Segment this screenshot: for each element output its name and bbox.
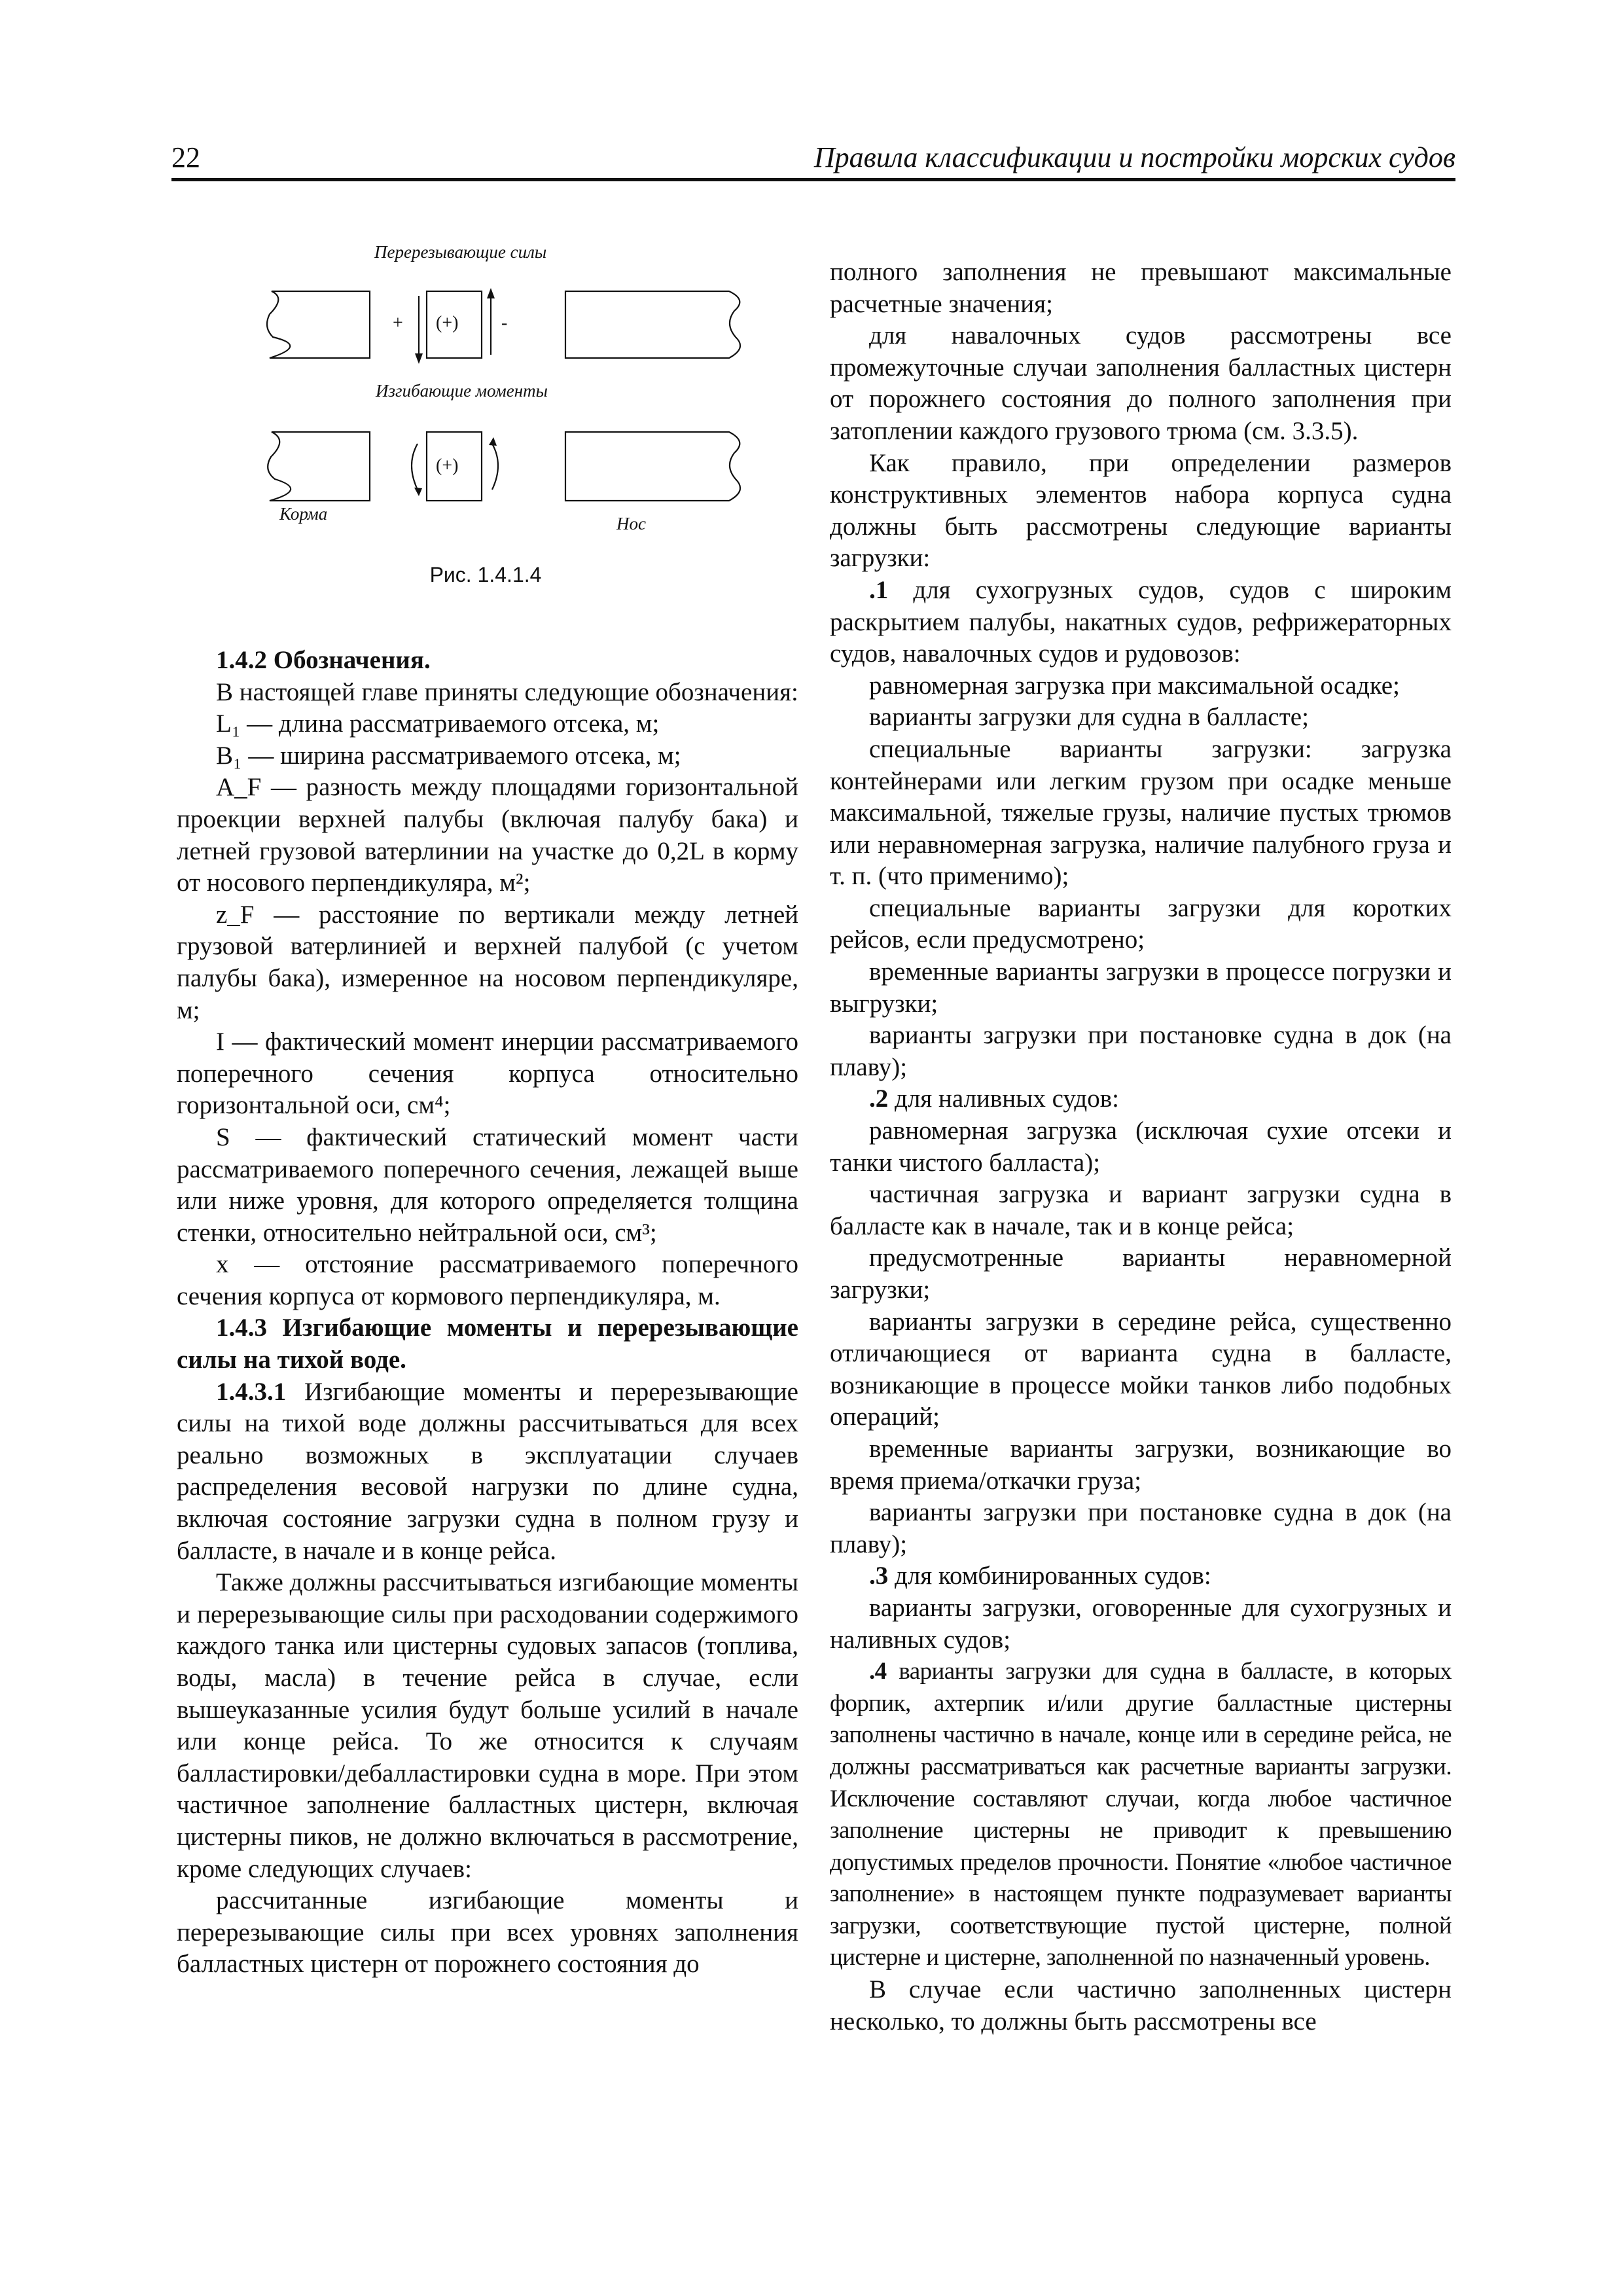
figure-shear-moment: [171, 236, 800, 602]
r-item-4: [830, 1656, 1452, 1974]
bow-label: Нос: [616, 514, 646, 533]
plus-sign: +: [393, 313, 403, 333]
definition-l1: L₁ — длина рассматриваемого отсека, м;: [216, 709, 660, 738]
page-number: 22: [171, 141, 200, 173]
r-paragraph-16: временные варианты загрузки, возникающие во время приема/откачки груза;: [830, 1434, 1452, 1495]
heading-1-4-3: 1.4.3 Изгибающие моменты и перерезывающие силы на тихой воде.: [177, 1314, 798, 1374]
definition-i: I — фактический момент инерции рассматриваемого поперечного сечения корпуса относительно горизонтальной оси, см⁴;: [177, 1028, 798, 1120]
paragraph-calculated: рассчитанные изгибающие моменты и перерезывающие силы при всех уровнях заполнения балластных цистерн от порожнего состояния до: [177, 1886, 798, 1979]
curved-arrow-right-icon: [489, 437, 497, 446]
figure-caption: Рис. 1.4.1.4: [429, 563, 542, 586]
r-item-1-number: .1: [869, 575, 889, 604]
r-item-1-text: для сухогрузных судов, судов с широким раскрытием палубы, накатных судов, рефрижераторных судов, навалочных судов и рудовозов:: [830, 575, 1452, 668]
r-paragraph-9: временные варианты загрузки в процессе погрузки и выгрузки;: [830, 958, 1452, 1018]
definition-s: S — фактический статический момент части рассматриваемого поперечного сечения, лежащей выше или ниже уровня, для которого определяется толщина стенки, относительно нейтральной оси, см³;: [177, 1122, 798, 1247]
running-title: Правила классификации и постройки морских судов: [813, 141, 1455, 173]
r-item-3-number: .3: [869, 1562, 889, 1590]
stern-label: Корма: [279, 504, 328, 524]
shear-title: Перерезывающие силы: [374, 242, 547, 262]
r-paragraph-19: варианты загрузки, оговоренные для сухогрузных и наливных судов;: [830, 1593, 1452, 1654]
paragraph-also: Также должны рассчитываться изгибающие моменты и перерезывающие силы при расходовании содержимого каждого танка или цистерны судовых запасов (топлива, воды, масла) в течение рейса в случае, если вышеуказанные усилия будут больше усилий в начале или конце рейса. То же относится к случаям балластировки/дебалластировки судна в море. При этом частичное заполнение балластных цистерн, включая цистерны пиков, не должно включаться в рассмотрение, кроме следующих случаев:: [177, 1568, 799, 1883]
stern-block-moment: [268, 432, 370, 501]
r-paragraph-12: равномерная загрузка (исключая сухие отсеки и танки чистого балласта);: [830, 1117, 1452, 1177]
moment-title: Изгибающие моменты: [376, 381, 548, 401]
r-item-2-number: .2: [869, 1085, 889, 1113]
stern-block-shear: [267, 291, 370, 358]
r-paragraph-17: варианты загрузки при постановке судна в док (на плаву);: [830, 1498, 1452, 1558]
definition-zf: z_F — расстояние по вертикали между летней грузовой ватерлинией и верхней палубой (с учетом палубы бака), измеренное на носовом перпендикуляре, м;: [177, 900, 798, 1024]
definition-x: x — отстояние рассматриваемого поперечного сечения корпуса от кормового перпендикуляра, м.: [177, 1250, 798, 1310]
r-paragraph-15: варианты загрузки в середине рейса, существенно отличающиеся от варианта судна в балласте, возникающие в процессе мойки танков либо подобных операций;: [830, 1307, 1452, 1431]
r-paragraph-3: Как правило, при определении размеров конструктивных элементов набора корпуса судна должны быть рассмотрены следующие варианты загрузки:: [830, 448, 1452, 573]
curved-arrow-left-icon: [414, 488, 422, 496]
left-column: [177, 645, 798, 1981]
r-paragraph-7: специальные варианты загрузки: загрузка контейнерами или легким грузом при осадке меньше максимальной, тяжелые грузы, наличие пустых трюмов или неравномерная загрузка, наличие палубного груза и т. п. (что применимо);: [830, 734, 1452, 891]
clause-number-1-4-3-1: 1.4.3.1: [216, 1377, 287, 1406]
middle-box-label-moment: (+): [436, 456, 459, 476]
paragraph-1-4-3-1: [177, 1376, 798, 1568]
r-paragraph-1: полного заполнения не превышают максимальные расчетные значения;: [830, 258, 1452, 318]
r-paragraph-14: предусмотренные варианты неравномерной загрузки;: [830, 1244, 1452, 1304]
middle-box-label-shear: (+): [436, 313, 459, 333]
heading-1-4-2: 1.4.2 Обозначения.: [216, 646, 431, 674]
right-column: [830, 257, 1452, 2037]
r-paragraph-10: варианты загрузки при постановке судна в док (на плаву);: [830, 1021, 1452, 1081]
definition-af: A_F — разность между площадями горизонтальной проекции верхней палубы (включая палубу бака) и летней грузовой ватерлинии на участке до 0,2L в корму от носового перпендикуляра, м²;: [177, 773, 798, 897]
r-paragraph-6: варианты загрузки для судна в балласте;: [869, 703, 1309, 732]
clause-text-1-4-3-1: Изгибающие моменты и перерезывающие силы на тихой воде должны рассчитываться для всех реально возможных в эксплуатации случаев распределения весовой нагрузки по длине судна, включая состояние загрузки судна в полном грузу и балласте, в начале и в конце рейса.: [177, 1377, 798, 1565]
r-paragraph-2: для навалочных судов рассмотрены все промежуточные случаи заполнения балластных цистерн от порожнего состояния до полного заполнения при затоплении каждого грузового трюма (см. 3.3.5).: [830, 321, 1452, 445]
r-paragraph-13: частичная загрузка и вариант загрузки судна в балласте как в начале, так и в конце рейса;: [830, 1180, 1452, 1240]
page-header: [171, 141, 1455, 180]
r-paragraph-21: В случае если частично заполненных цистерн несколько, то должны быть рассмотрены все: [830, 1975, 1452, 2036]
r-item-2: [830, 1083, 1452, 1115]
minus-sign: -: [501, 313, 508, 333]
arrow-up-icon: [487, 288, 495, 298]
r-item-2-text: для наливных судов:: [888, 1085, 1120, 1113]
bow-block-shear: [565, 291, 740, 358]
r-paragraph-8: специальные варианты загрузки для коротких рейсов, если предусмотрено;: [830, 893, 1452, 954]
r-item-4-text: варианты загрузки для судна в балласте, в которых форпик, ахтерпик и/или другие балластные цистерны заполнены частично в начале, конце или в середине рейса, не должны рассматриваться как расчетные варианты загрузки. Исключение составляют случаи, когда любое частичное заполнение цистерны не приводит к превышению допустимых пределов прочности. Понятие «любое частичное заполнение» в настоящем пункте подразумевает варианты загрузки, соответствующие пустой цистерне, полной цистерне и цистерне, заполненной по назначенный уровень.: [830, 1658, 1452, 1971]
definition-b1: B₁ — ширина рассматриваемого отсека, м;: [216, 741, 681, 770]
r-paragraph-5: равномерная загрузка при максимальной осадке;: [869, 671, 1400, 700]
r-item-3: [830, 1560, 1452, 1592]
header-rule: [171, 178, 1455, 181]
paragraph-intro: В настоящей главе приняты следующие обозначения:: [216, 677, 798, 706]
r-item-4-number: .4: [869, 1658, 887, 1685]
r-item-1: [830, 575, 1452, 670]
bow-block-moment: [565, 432, 740, 501]
arrow-down-icon: [415, 353, 423, 364]
r-item-3-text: для комбинированных судов:: [888, 1562, 1211, 1590]
